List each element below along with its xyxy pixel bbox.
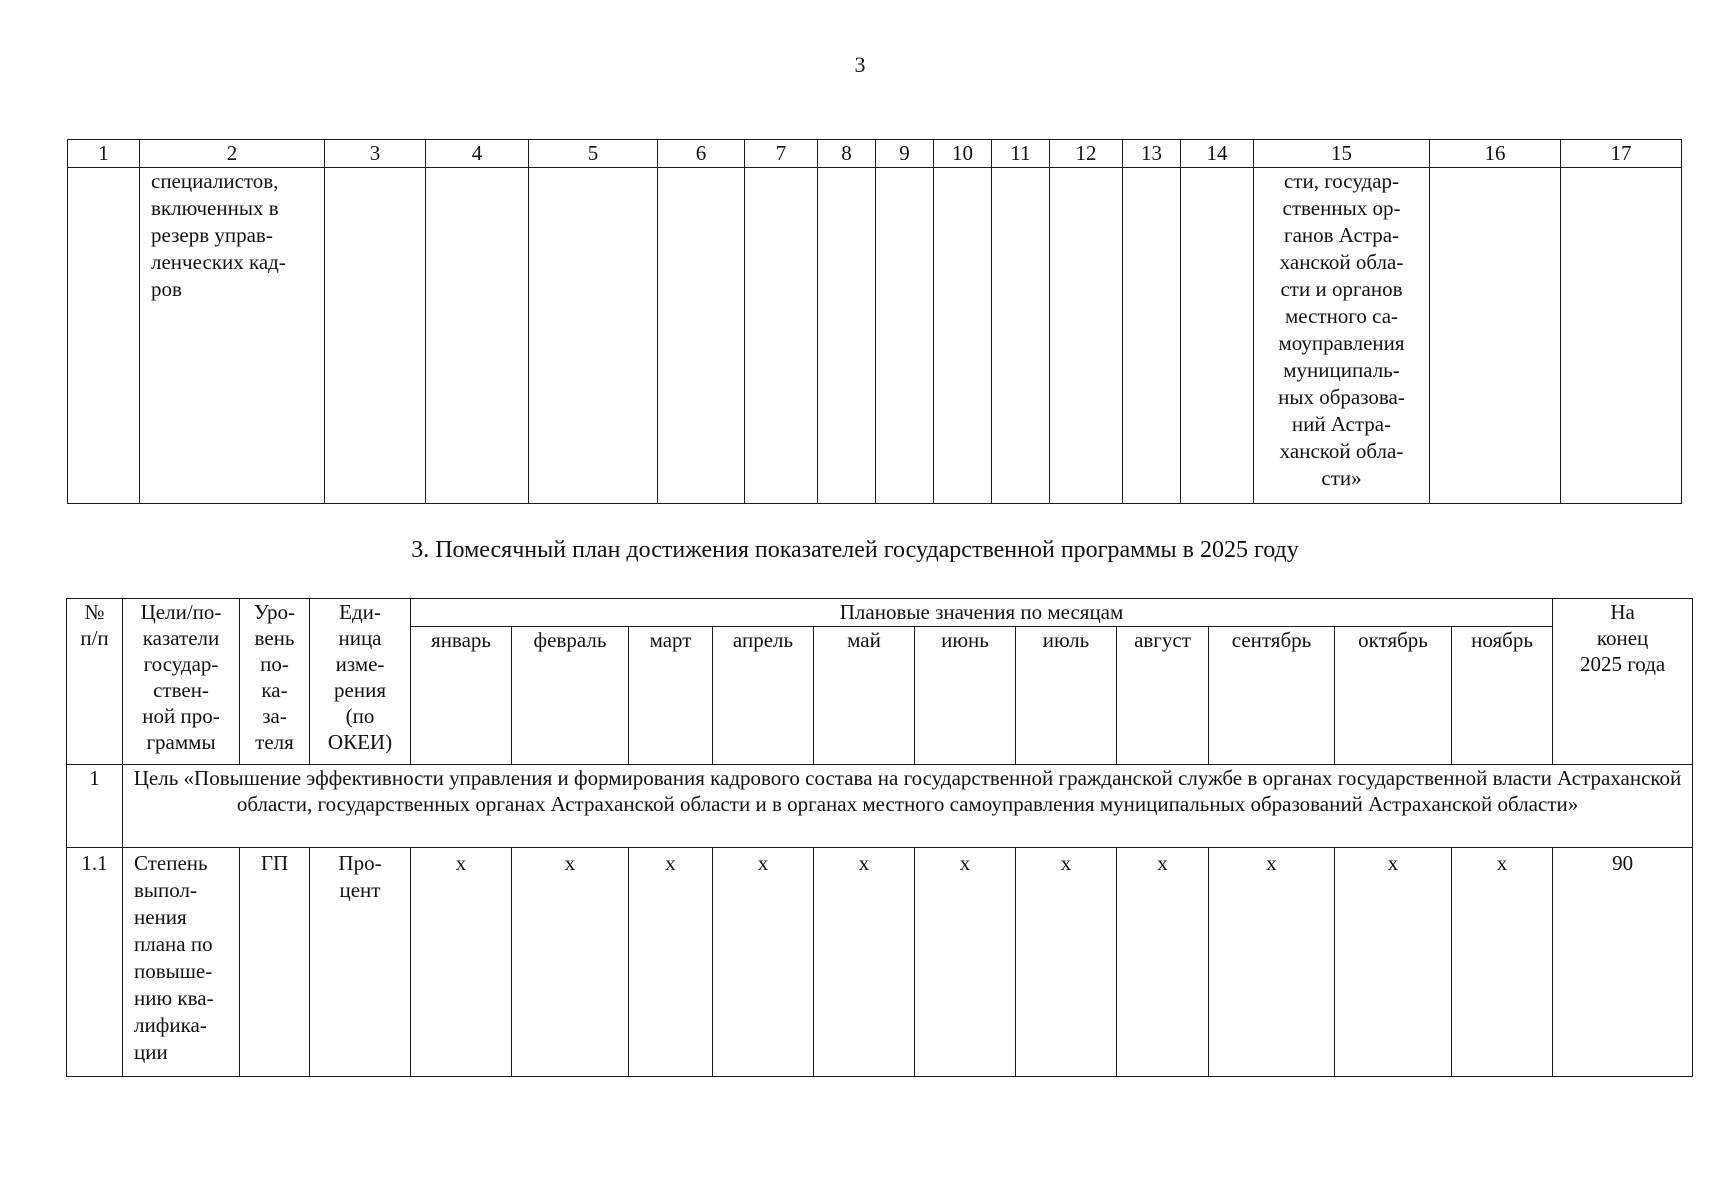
monthly-value: x [814, 848, 915, 1077]
table1-cell [992, 168, 1050, 504]
text-line: Степень [134, 851, 208, 875]
monthly-value: x [915, 848, 1016, 1077]
text-line: (по [345, 704, 375, 728]
header-month: февраль [512, 627, 629, 765]
text-line: нию ква- [134, 986, 214, 1010]
text-line: Цели/по- [140, 600, 222, 624]
indicators-table-continuation [67, 139, 1682, 504]
table1-header-row [68, 140, 1682, 168]
table1-cell [658, 168, 745, 504]
text-line: Еди- [339, 600, 381, 624]
text-line: местного са- [1284, 304, 1399, 328]
header-number [67, 599, 123, 765]
table1-col-number: 12 [1050, 140, 1123, 168]
table1-cell [68, 168, 140, 504]
table1-cell [1123, 168, 1181, 504]
text-line: ганов Астра- [1283, 223, 1400, 247]
text-line: включенных в [151, 196, 279, 220]
text-line: сти и органов [1280, 277, 1403, 301]
header-planned-values: Плановые значения по месяцам [411, 599, 1553, 627]
table1-col-number: 5 [529, 140, 658, 168]
text-line: ной про- [142, 704, 220, 728]
table1-cell [1430, 168, 1561, 504]
monthly-value: x [1117, 848, 1209, 1077]
header-month: июнь [915, 627, 1016, 765]
section-title: 3. Помесячный план достижения показателей государственной программы в 2025 году [411, 537, 1299, 563]
table1-col-number: 8 [818, 140, 876, 168]
table1-col-number: 4 [426, 140, 529, 168]
table1-cell [1050, 168, 1123, 504]
goal-number: 1 [67, 765, 123, 848]
monthly-value: x [713, 848, 814, 1077]
text-line: теля [255, 730, 294, 754]
table1-col-number: 3 [325, 140, 426, 168]
table1-col-number: 2 [140, 140, 325, 168]
text-line: цент [339, 878, 381, 902]
table1-cell [934, 168, 992, 504]
header-unit [310, 599, 411, 765]
page-number: 3 [854, 52, 866, 77]
text-line: сти, государ- [1283, 169, 1400, 193]
header-month: сентябрь [1209, 627, 1335, 765]
header-month: ноябрь [1452, 627, 1553, 765]
table1-cell [876, 168, 934, 504]
text-line: На [1610, 600, 1635, 624]
text-line: изме- [335, 652, 385, 676]
monthly-value: x [629, 848, 713, 1077]
text-line: государ- [143, 652, 219, 676]
text-line: выпол- [134, 878, 197, 902]
header-month: январь [411, 627, 512, 765]
end-of-year-value: 90 [1553, 848, 1693, 1077]
table1-col-number: 11 [992, 140, 1050, 168]
table1-cell [325, 168, 426, 504]
table1-col-number: 1 [68, 140, 140, 168]
text-line: рения [334, 678, 386, 702]
table1-cell [1181, 168, 1254, 504]
table-row [67, 848, 1693, 1077]
text-line: 2025 года [1579, 652, 1666, 676]
monthly-value: x [1335, 848, 1452, 1077]
goal-text: Цель «Повышение эффективности управления и формирования кадрового состава на государственной гражданской службе в органах государственной власти Астраханской области, государственных органах Астраханской области и в органах местного самоуправления муниципальных образований Астраханской области» [123, 765, 1693, 848]
table1-col-number: 15 [1254, 140, 1430, 168]
text-line: ханской обла- [1279, 439, 1404, 463]
monthly-plan-table [66, 598, 1693, 1077]
table1-col-number: 17 [1561, 140, 1682, 168]
text-line: казатели [142, 626, 220, 650]
text-line: Про- [338, 851, 382, 875]
text-line: моуправления [1278, 331, 1405, 355]
text-line: повыше- [134, 959, 213, 983]
table1-cell [1561, 168, 1682, 504]
header-month: август [1117, 627, 1209, 765]
text-line: ОКЕИ) [327, 730, 393, 754]
header-indicator-level [240, 599, 310, 765]
table1-body-row [68, 168, 1682, 504]
text-line: ции [134, 1040, 168, 1064]
text-line: резерв управ- [151, 223, 273, 247]
header-goals-indicators [123, 599, 240, 765]
text-line: муниципаль- [1283, 358, 1400, 382]
monthly-value: x [512, 848, 629, 1077]
table1-cell [529, 168, 658, 504]
text-line: Уро- [253, 600, 295, 624]
indicator-level: ГП [240, 848, 310, 1077]
text-line: ров [151, 277, 182, 301]
header-month: май [814, 627, 915, 765]
text-line: по- [260, 652, 289, 676]
header-end-of-year [1553, 599, 1693, 765]
text-line: ка- [261, 678, 288, 702]
row-number: 1.1 [67, 848, 123, 1077]
indicator-name [123, 848, 240, 1077]
header-month: июль [1016, 627, 1117, 765]
text-line: плана по [134, 932, 213, 956]
table1-col-number: 9 [876, 140, 934, 168]
monthly-value: x [1209, 848, 1335, 1077]
header-month: октябрь [1335, 627, 1452, 765]
text-line: специалистов, [151, 169, 279, 193]
text-line: лифика- [134, 1013, 207, 1037]
text-line: № [84, 600, 105, 624]
table1-col-number: 7 [745, 140, 818, 168]
goal-row [67, 765, 1693, 848]
text-line: ленческих кад- [151, 250, 286, 274]
text-line: ханской обла- [1279, 250, 1404, 274]
table1-cell-linked-goal-text [1254, 168, 1430, 504]
monthly-value: x [411, 848, 512, 1077]
text-line: ных образова- [1278, 385, 1405, 409]
text-line: п/п [80, 626, 109, 650]
header-month: апрель [713, 627, 814, 765]
table1-col-number: 10 [934, 140, 992, 168]
text-line: нения [134, 905, 187, 929]
indicator-unit [310, 848, 411, 1077]
text-line: вень [254, 626, 295, 650]
table1-cell [745, 168, 818, 504]
table1-col-number: 14 [1181, 140, 1254, 168]
text-line: ственных ор- [1282, 196, 1401, 220]
table1-cell-indicator-text [140, 168, 325, 504]
text-line: конец [1596, 626, 1649, 650]
text-line: ница [338, 626, 382, 650]
monthly-value: x [1452, 848, 1553, 1077]
text-line: за- [262, 704, 287, 728]
header-month: март [629, 627, 713, 765]
text-line: ствен- [153, 678, 209, 702]
table1-col-number: 13 [1123, 140, 1181, 168]
table1-cell [426, 168, 529, 504]
table2-header-row-1 [67, 599, 1693, 627]
text-line: сти» [1321, 466, 1362, 490]
table1-cell [818, 168, 876, 504]
table1-col-number: 16 [1430, 140, 1561, 168]
monthly-value: x [1016, 848, 1117, 1077]
text-line: ний Астра- [1291, 412, 1392, 436]
text-line: граммы [146, 730, 216, 754]
table1-col-number: 6 [658, 140, 745, 168]
